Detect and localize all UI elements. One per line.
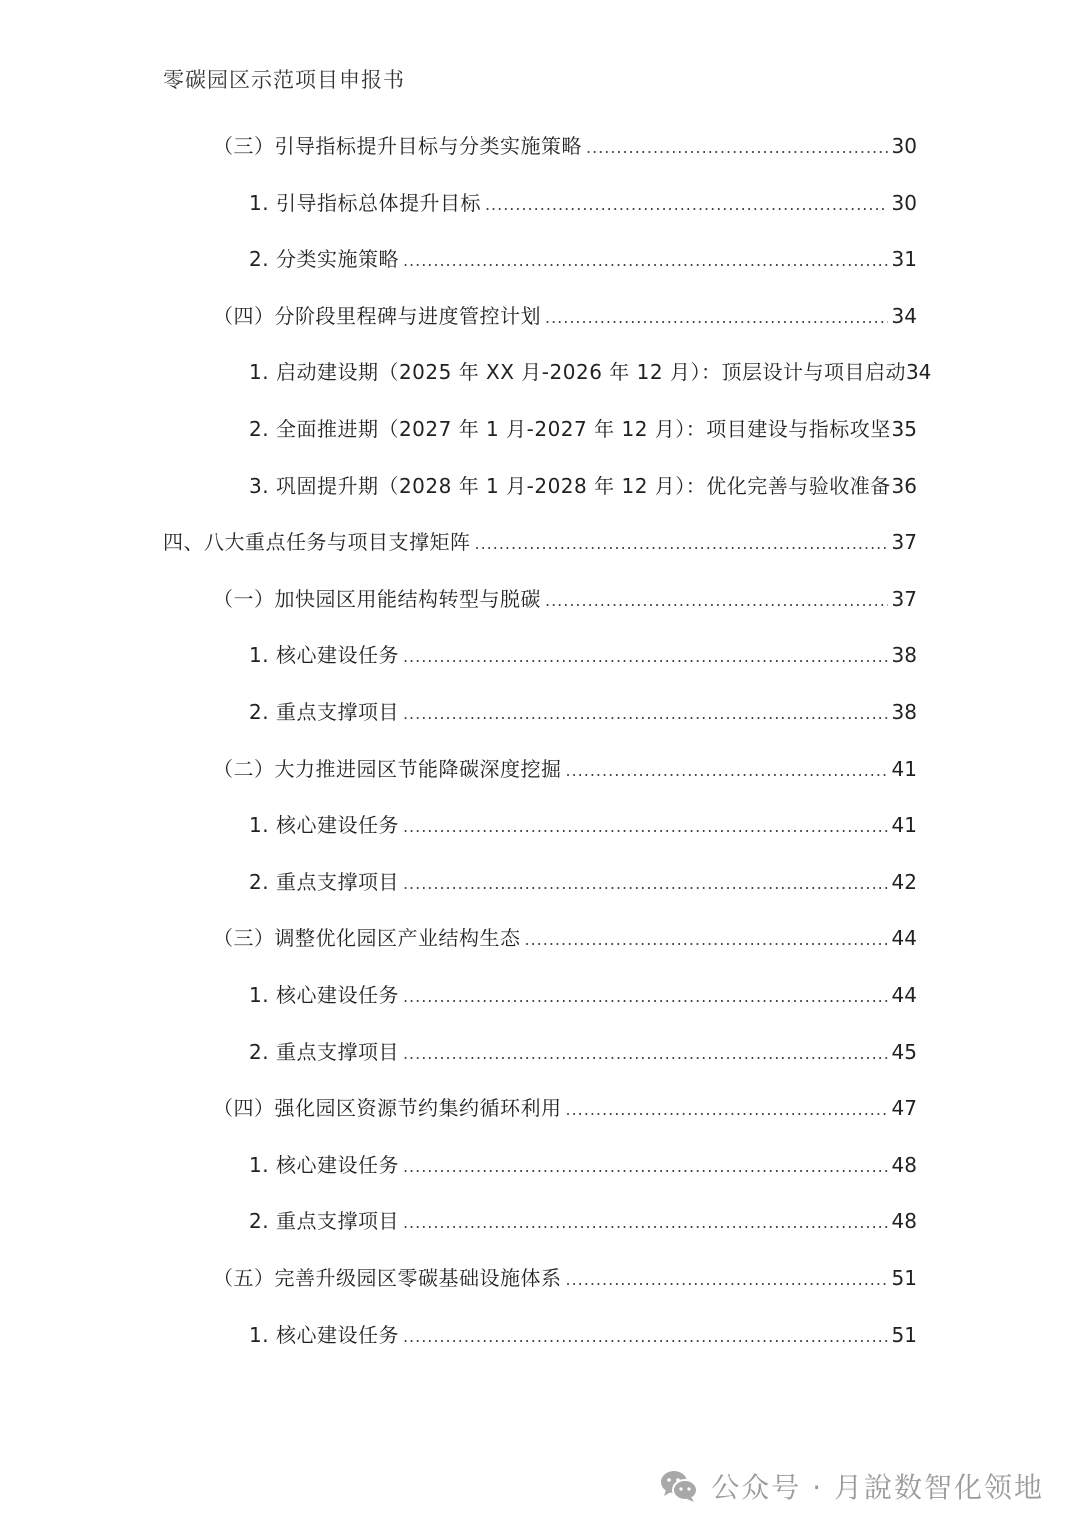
- toc-entry[interactable]: [249, 980, 917, 1010]
- toc-page-number: 38: [891, 700, 917, 724]
- toc-entry-title: 1. 核心建设任务: [249, 813, 399, 837]
- toc-page-number: 35: [891, 417, 917, 441]
- toc-entry[interactable]: [249, 810, 917, 840]
- toc-entry[interactable]: [213, 1093, 917, 1123]
- toc-page-number: 36: [891, 474, 917, 498]
- toc-page-number: 51: [891, 1266, 917, 1290]
- toc-page-number: 48: [891, 1153, 917, 1177]
- watermark: [659, 1466, 1044, 1506]
- toc-entry-title: （一）加快园区用能结构转型与脱碳: [213, 587, 541, 611]
- toc-entry-title: （三）引导指标提升目标与分类实施策略: [213, 134, 582, 158]
- toc-leader-dots: [525, 925, 888, 955]
- toc-page-number: 44: [891, 926, 917, 950]
- toc-entry[interactable]: [249, 1206, 917, 1236]
- toc-page-number: 48: [891, 1209, 917, 1233]
- toc-leader-dots: [566, 756, 888, 786]
- watermark-text: 公众号 · 月說数智化领地: [711, 1471, 1044, 1504]
- toc-page-number: 44: [891, 983, 917, 1007]
- toc-entry-title: 四、八大重点任务与项目支撑矩阵: [163, 530, 471, 554]
- toc-leader-dots: [403, 812, 888, 842]
- toc-entry-title: （三）调整优化园区产业结构生态: [213, 926, 521, 950]
- toc-entry-title: 1. 核心建设任务: [249, 1323, 399, 1347]
- toc-leader-dots: [586, 133, 888, 163]
- toc-entry-title: 2. 重点支撑项目: [249, 700, 399, 724]
- toc-page-number: 51: [891, 1323, 917, 1347]
- toc-leader-dots: [403, 1039, 888, 1069]
- toc-entry[interactable]: [213, 131, 917, 161]
- toc-page-number: 38: [891, 643, 917, 667]
- toc-leader-dots: [403, 1322, 888, 1352]
- toc-page-number: 42: [891, 870, 917, 894]
- toc-entry[interactable]: [249, 471, 917, 501]
- toc-entry[interactable]: [249, 640, 917, 670]
- toc-entry[interactable]: [249, 1037, 917, 1067]
- toc-entry-title: （五）完善升级园区零碳基础设施体系: [213, 1266, 562, 1290]
- toc-entry-title: 2. 重点支撑项目: [249, 1209, 399, 1233]
- toc-entry[interactable]: [249, 697, 917, 727]
- toc-entry-title: （四）强化园区资源节约集约循环利用: [213, 1096, 562, 1120]
- toc-page-number: 34: [905, 360, 932, 384]
- toc-entry[interactable]: [249, 867, 917, 897]
- toc-leader-dots: [475, 529, 888, 559]
- toc-page-number: 31: [891, 247, 917, 271]
- toc-page-number: 45: [891, 1040, 917, 1064]
- toc-entry-title: 1. 核心建设任务: [249, 983, 399, 1007]
- toc-entry-title: 2. 分类实施策略: [249, 247, 399, 271]
- toc-page-number: 37: [891, 530, 917, 554]
- toc-leader-dots: [485, 190, 888, 220]
- toc-entry-title: 1. 核心建设任务: [249, 1153, 399, 1177]
- toc-leader-dots: [403, 699, 888, 729]
- toc-page-number: 41: [891, 813, 917, 837]
- wechat-icon: [659, 1469, 699, 1503]
- toc-entry-title: （二）大力推进园区节能降碳深度挖掘: [213, 757, 562, 781]
- toc-entry[interactable]: [213, 301, 917, 331]
- toc-leader-dots: [403, 1152, 888, 1182]
- toc-entry[interactable]: [249, 414, 917, 444]
- toc-leader-dots: [403, 642, 888, 672]
- toc-entry-title: 3. 巩固提升期（2028 年 1 月-2028 年 12 月）：优化完善与验收准备: [249, 474, 891, 498]
- toc-entry[interactable]: [213, 1263, 917, 1293]
- toc-leader-dots: [566, 1265, 888, 1295]
- toc-leader-dots: [545, 586, 888, 616]
- toc-entry[interactable]: [213, 754, 917, 784]
- toc-entry-title: 1. 引导指标总体提升目标: [249, 191, 481, 215]
- toc-entry[interactable]: [249, 244, 917, 274]
- toc-entry-title: （四）分阶段里程碑与进度管控计划: [213, 304, 541, 328]
- toc-page-number: 30: [891, 191, 917, 215]
- toc-page-number: 47: [891, 1096, 917, 1120]
- toc-leader-dots: [403, 246, 888, 276]
- toc-page-number: 34: [891, 304, 917, 328]
- toc-entry-title: 2. 全面推进期（2027 年 1 月-2027 年 12 月）：项目建设与指标攻坚: [249, 417, 891, 441]
- toc-leader-dots: [403, 869, 888, 899]
- toc-entry[interactable]: [163, 527, 917, 557]
- toc-entry[interactable]: [213, 584, 917, 614]
- document-header: 零碳园区示范项目申报书: [163, 68, 405, 92]
- toc-entry[interactable]: [249, 1150, 917, 1180]
- toc-leader-dots: [403, 1208, 888, 1238]
- toc-page-number: 30: [891, 134, 917, 158]
- toc-leader-dots: [403, 982, 888, 1012]
- toc-page-number: 41: [891, 757, 917, 781]
- toc-page-number: 37: [891, 587, 917, 611]
- toc-entry[interactable]: [213, 923, 917, 953]
- toc-leader-dots: [545, 303, 888, 333]
- toc-entry-title: 2. 重点支撑项目: [249, 1040, 399, 1064]
- toc-leader-dots: [566, 1095, 888, 1125]
- toc-entry[interactable]: [249, 188, 917, 218]
- toc-entry-title: 1. 核心建设任务: [249, 643, 399, 667]
- toc-entry[interactable]: [249, 1320, 917, 1350]
- toc-entry-title: 2. 重点支撑项目: [249, 870, 399, 894]
- toc-entry[interactable]: [249, 357, 932, 387]
- toc-entry-title: 1. 启动建设期（2025 年 XX 月-2026 年 12 月）：顶层设计与项目启动: [249, 360, 906, 384]
